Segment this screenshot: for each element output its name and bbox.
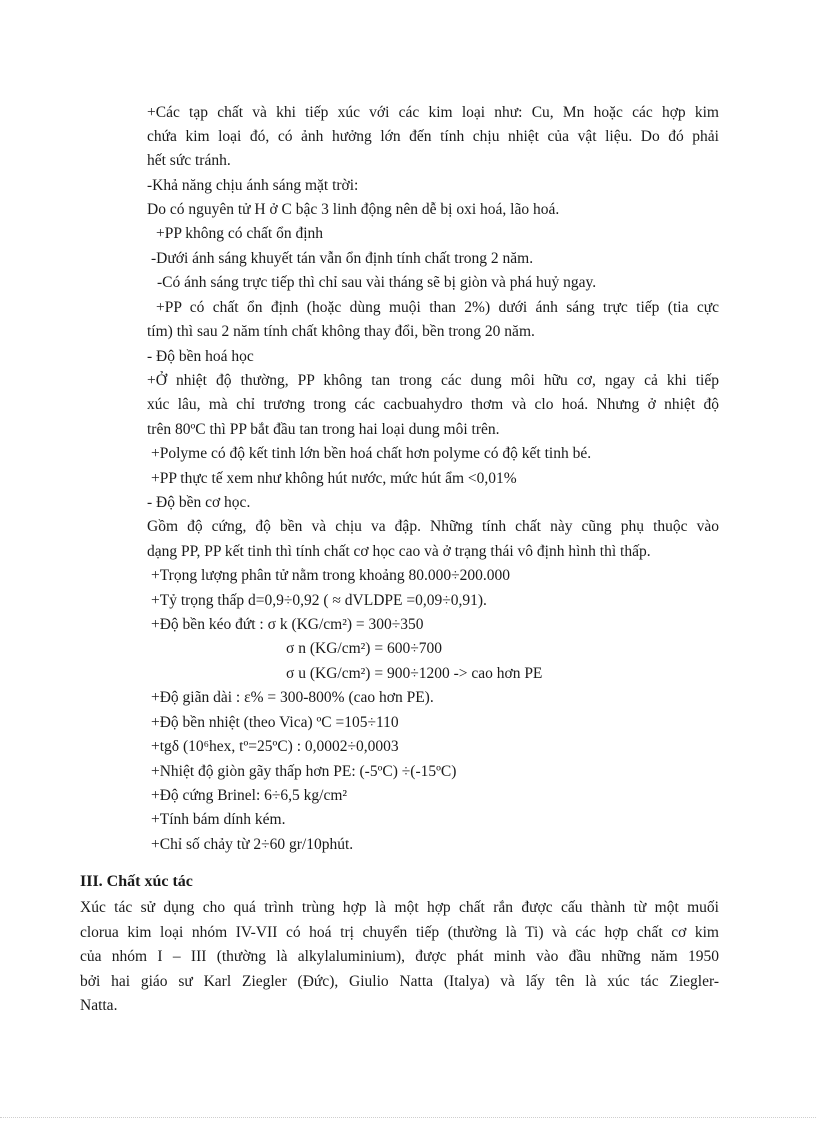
text-line: tím) thì sau 2 năm tính chất không thay đổi, bền trong 20 năm. [147,323,535,340]
section-heading: III. Chất xúc tác [80,873,193,890]
text-line: +Polyme có độ kết tinh lớn bền hoá chất hơn polyme có độ kết tinh bé. [151,445,592,462]
text-line: σ u (KG/cm²) = 900÷1200 -> cao hơn PE [286,665,543,682]
text-line: -Dưới ánh sáng khuyết tán vẫn ổn định tính chất trong 2 năm. [151,250,534,267]
text-line: - Độ bền hoá học [147,348,254,365]
text-line: +Tính bám dính kém. [151,811,286,828]
text-line: σ n (KG/cm²) = 600÷700 [286,640,442,657]
text-line: -Có ánh sáng trực tiếp thì chỉ sau vài tháng sẽ bị giòn và phá huỷ ngay. [157,274,597,291]
text-line: +Nhiệt độ giòn gãy thấp hơn PE: (-5ºC) ÷(-15ºC) [151,763,457,780]
text-line: chứa kim loại đó, có ảnh hưởng lớn đến tính chịu nhiệt của vật liệu. Do đó phải [147,128,719,145]
text-line: -Khả năng chịu ánh sáng mặt trời: [147,177,359,194]
text-line: +Chỉ số chảy từ 2÷60 gr/10phút. [151,836,354,853]
text-line: Do có nguyên tử H ở C bậc 3 linh động nên dễ bị oxi hoá, lão hoá. [147,201,560,218]
text-line: trên 80ºC thì PP bắt đầu tan trong hai loại dung môi trên. [147,421,500,438]
text-line: +Độ bền nhiệt (theo Vica) ºC =105÷110 [151,714,399,731]
text-line: Gồm độ cứng, độ bền và chịu va đập. Những tính chất này cũng phụ thuộc vào [147,518,719,535]
paragraph-line: clorua kim loại nhóm IV-VII có hoá trị chuyển tiếp (thường là Ti) và các hợp chất cơ kim [80,924,719,941]
text-line: +Các tạp chất và khi tiếp xúc với các kim loại như: Cu, Mn hoặc các hợp kim [147,104,719,121]
paragraph-line: bởi hai giáo sư Karl Ziegler (Đức), Giulio Natta (Italya) và lấy tên là xúc tác Ziegler- [80,973,719,990]
paragraph-line: Natta. [80,997,118,1014]
text-line: +Độ giãn dài : ε% = 300-800% (cao hơn PE). [151,689,434,706]
text-line: +Trọng lượng phân tử nằm trong khoảng 80.000÷200.000 [151,567,510,584]
text-line: xúc lâu, mà chỉ trương trong các cacbuahydro thơm và clo hoá. Nhưng ở nhiệt độ [147,396,719,413]
text-line: +Độ bền kéo đứt : σ k (KG/cm²) = 300÷350 [151,616,424,633]
text-line: - Độ bền cơ học. [147,494,251,511]
text-line: +Độ cứng Brinel: 6÷6,5 kg/cm² [151,787,348,804]
text-line: +Ở nhiệt độ thường, PP không tan trong các dung môi hữu cơ, ngay cả khi tiếp [147,372,719,389]
text-line: +tgδ (10⁶hex, tº=25ºC) : 0,0002÷0,0003 [151,738,399,755]
text-line: dạng PP, PP kết tinh thì tính chất cơ học cao và ở trạng thái vô định hình thì thấp. [147,543,651,560]
text-line: +PP thực tế xem như không hút nước, mức hút ẩm <0,01% [151,470,517,487]
text-line: +PP có chất ổn định (hoặc dùng muội than 2%) dưới ánh sáng trực tiếp (tia cực [156,299,719,316]
text-line: +PP không có chất ổn định [156,225,324,242]
text-line: +Tỷ trọng thấp d=0,9÷0,92 ( ≈ dVLDPE =0,09÷0,91). [151,592,487,609]
paragraph-line: của nhóm I – III (thường là alkylaluminium), được phát minh vào đầu những năm 1950 [80,948,719,965]
page-bottom-divider [0,1117,816,1118]
text-line: hết sức tránh. [147,152,231,169]
paragraph-line: Xúc tác sử dụng cho quá trình trùng hợp là một hợp chất rắn được cấu thành từ một muối [80,899,719,916]
